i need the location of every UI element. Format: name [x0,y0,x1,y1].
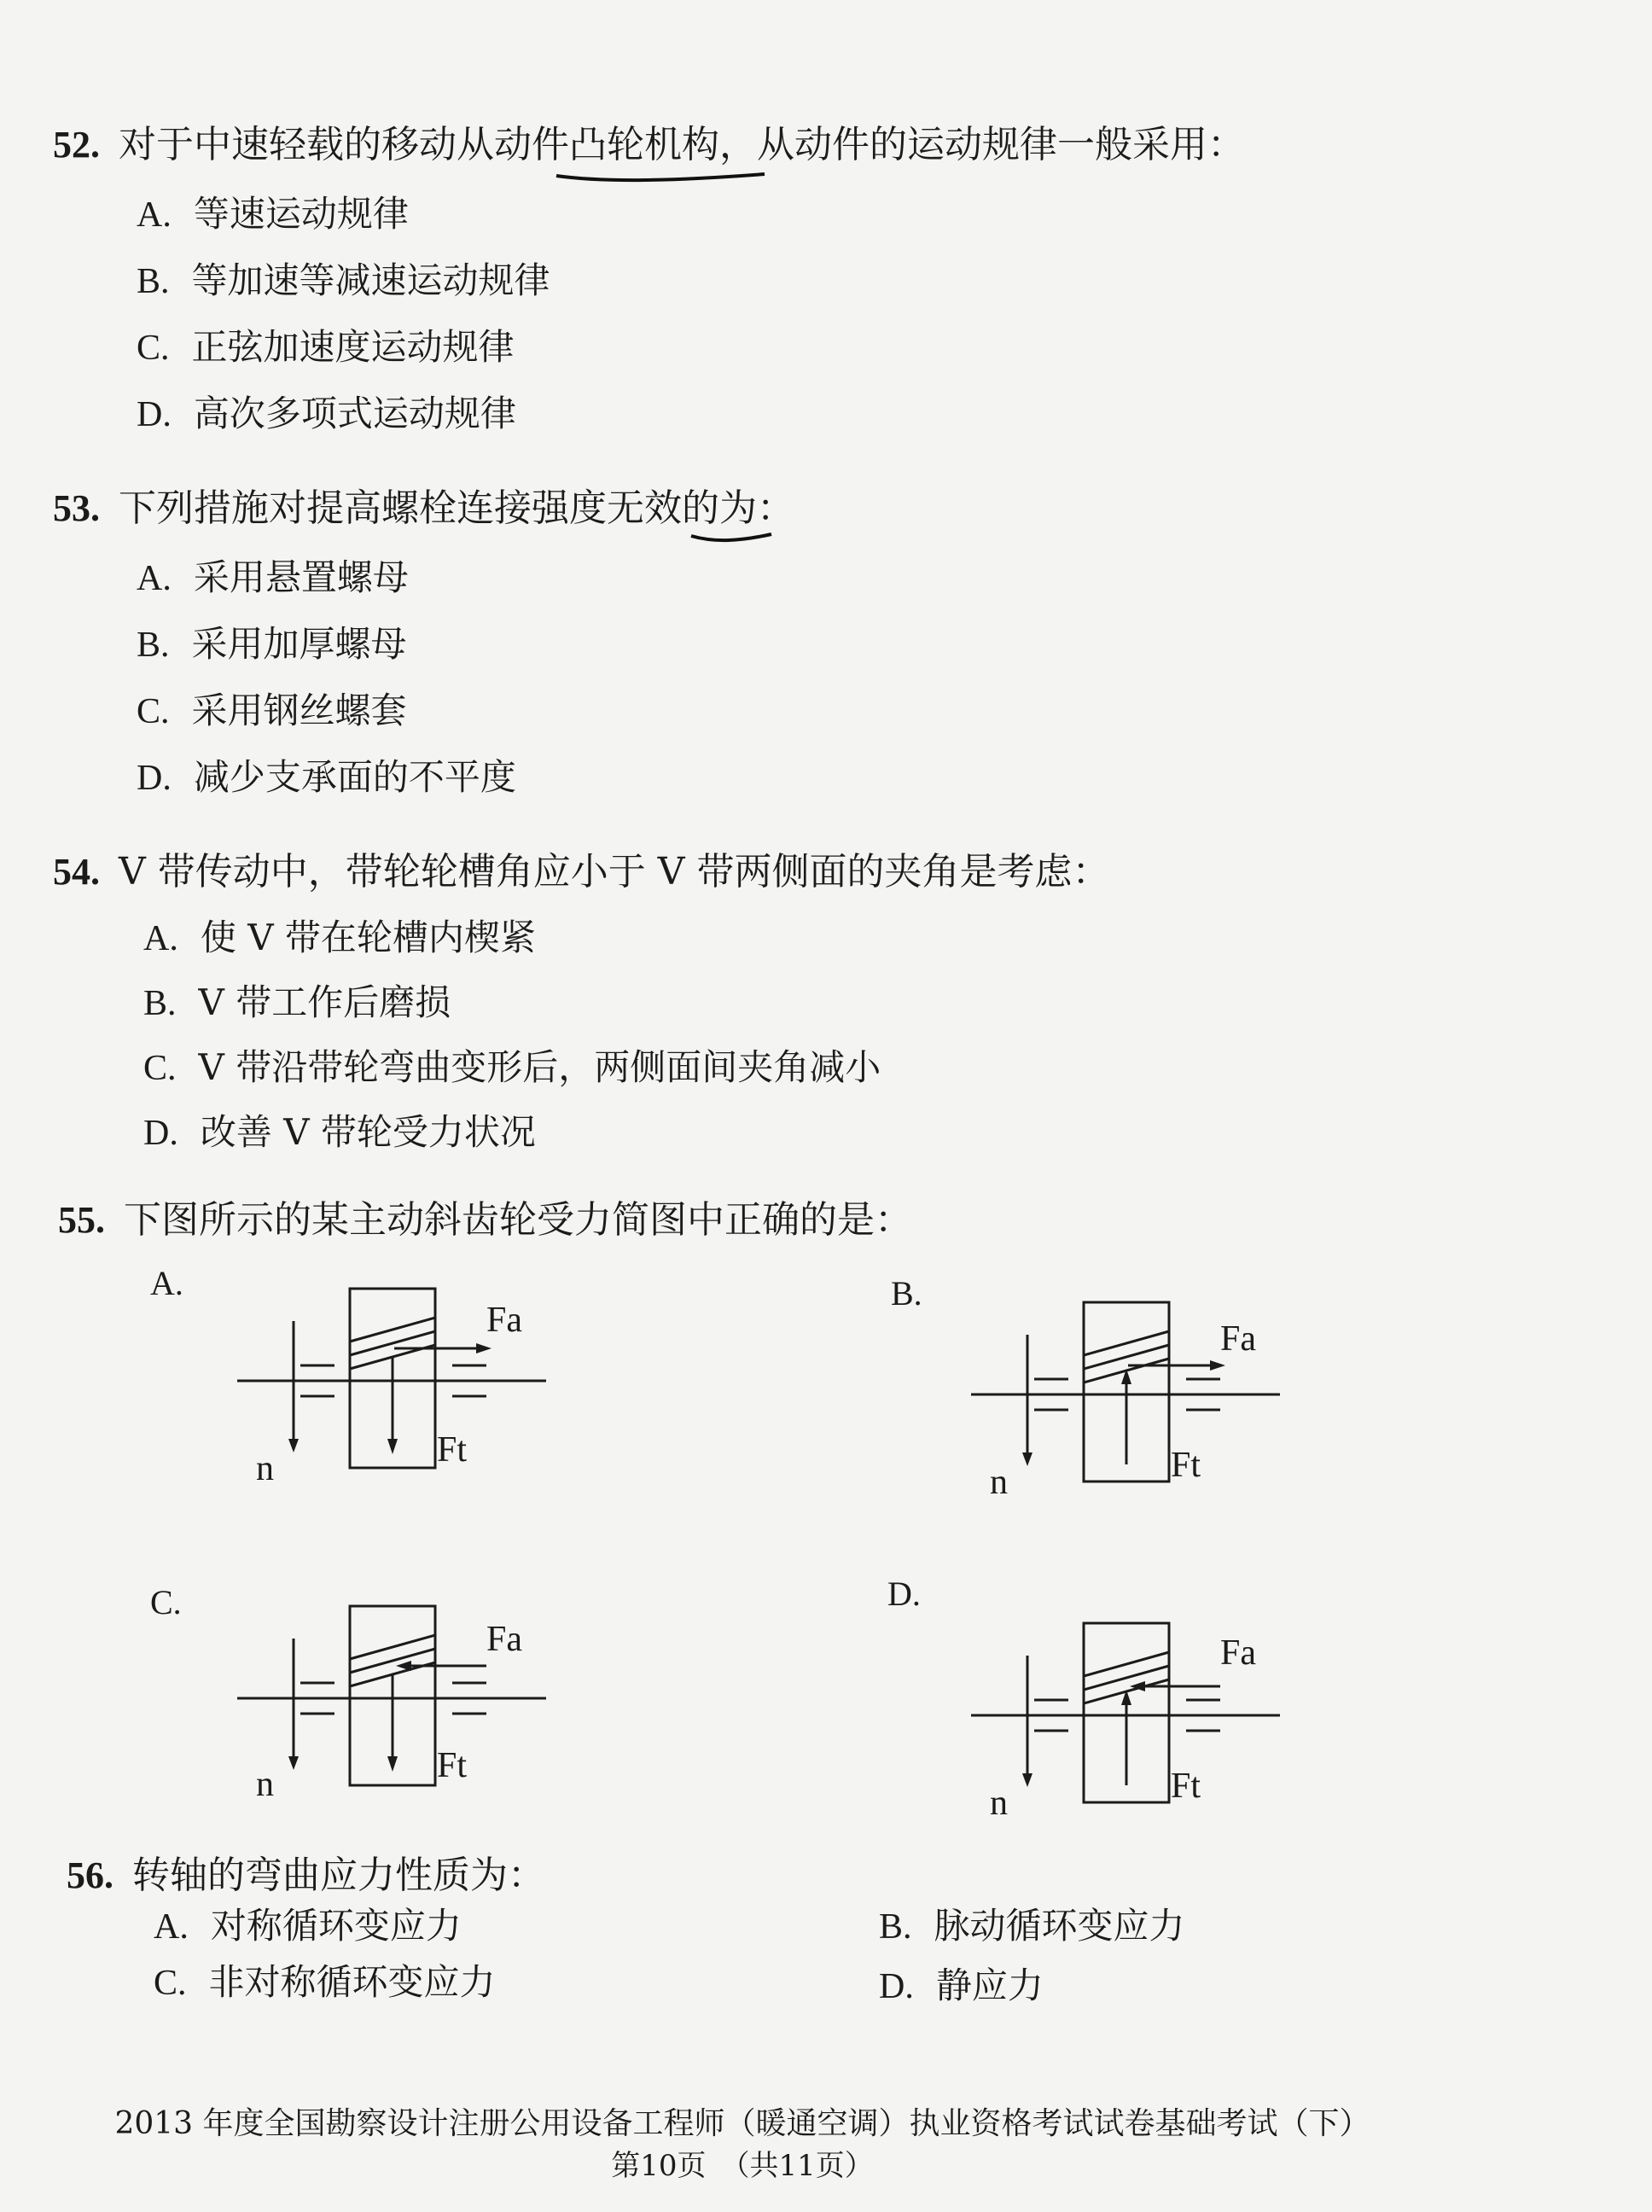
question-text: 转轴的弯曲应力性质为： [132,1854,545,1897]
fa-label: Fa [486,1301,522,1340]
question-number: 52. [53,124,100,166]
n-label: n [256,1449,274,1488]
option-56-c: C. 非对称循环变应力 [154,1961,496,2003]
option-54-b: B. V 带工作后磨损 [143,981,451,1023]
fa-label: Fa [1220,1319,1256,1359]
question-text: V 带传动中，带轮轮槽角应小于 V 带两侧面的夹角是考虑： [119,850,1110,894]
gear-force-diagram-c [230,1598,555,1802]
option-54-d: D. 改善 V 带轮受力状况 [143,1111,536,1153]
option-52-c: C. 正弦加速度运动规律 [137,326,515,368]
option-56-d: D. 静应力 [879,1965,1044,2006]
footer-title: 2013 年度全国勘察设计注册公用设备工程师（暖通空调）执业资格考试试卷基础考试（下） [114,2106,1370,2141]
question-number: 55. [58,1199,105,1241]
gear-force-diagram-a [230,1280,555,1488]
option-56-b: B. 脉动循环变应力 [879,1905,1185,1947]
ft-label: Ft [1171,1767,1201,1806]
option-53-b: B. 采用加厚螺母 [137,623,407,665]
option-56-a: A. 对称循环变应力 [154,1905,462,1947]
question-55-stem [58,1198,912,1242]
ft-label: Ft [437,1746,468,1785]
question-text: 下列措施对提高螺栓连接强度无效的为： [119,486,794,530]
n-label: n [256,1765,274,1804]
question-text: 对于中速轻载的移动从动件凸轮机构，从动件的运动规律一般采用： [119,123,1245,166]
option-52-a: A. 等速运动规律 [137,193,409,235]
question-52-stem [53,123,1245,166]
gear-force-diagram-b [964,1294,1288,1502]
question-number: 53. [53,487,100,529]
diagram-a-letter: A. [150,1264,183,1302]
question-number: 56. [67,1854,113,1896]
option-53-c: C. 采用钢丝螺套 [137,690,407,731]
diagram-d-letter: D. [887,1575,921,1613]
question-number: 54. [53,851,100,893]
question-56-stem [67,1854,545,1897]
option-52-d: D. 高次多项式运动规律 [137,393,516,434]
question-53-stem [53,486,794,530]
question-text: 下图所示的某主动斜齿轮受力简图中正确的是： [124,1198,912,1242]
n-label: n [990,1463,1008,1502]
handwritten-underline [689,529,775,546]
option-54-c: C. V 带沿带轮弯曲变形后，两侧面间夹角减小 [143,1046,881,1088]
n-label: n [990,1784,1008,1823]
footer-page-number: 第10页 （共11页） [611,2149,874,2183]
fa-label: Fa [486,1620,522,1659]
option-53-d: D. 减少支承面的不平度 [137,756,516,798]
option-54-a: A. 使 V 带在轮槽内楔紧 [143,917,536,958]
question-54-stem [53,850,1110,894]
ft-label: Ft [1171,1446,1201,1485]
option-53-a: A. 采用悬置螺母 [137,556,409,598]
gear-force-diagram-d [964,1615,1288,1823]
handwritten-underline [555,167,768,186]
option-52-b: B. 等加速等减速运动规律 [137,259,550,301]
ft-label: Ft [437,1430,468,1470]
diagram-c-letter: C. [150,1583,182,1621]
diagram-b-letter: B. [891,1274,922,1313]
fa-label: Fa [1220,1633,1256,1673]
